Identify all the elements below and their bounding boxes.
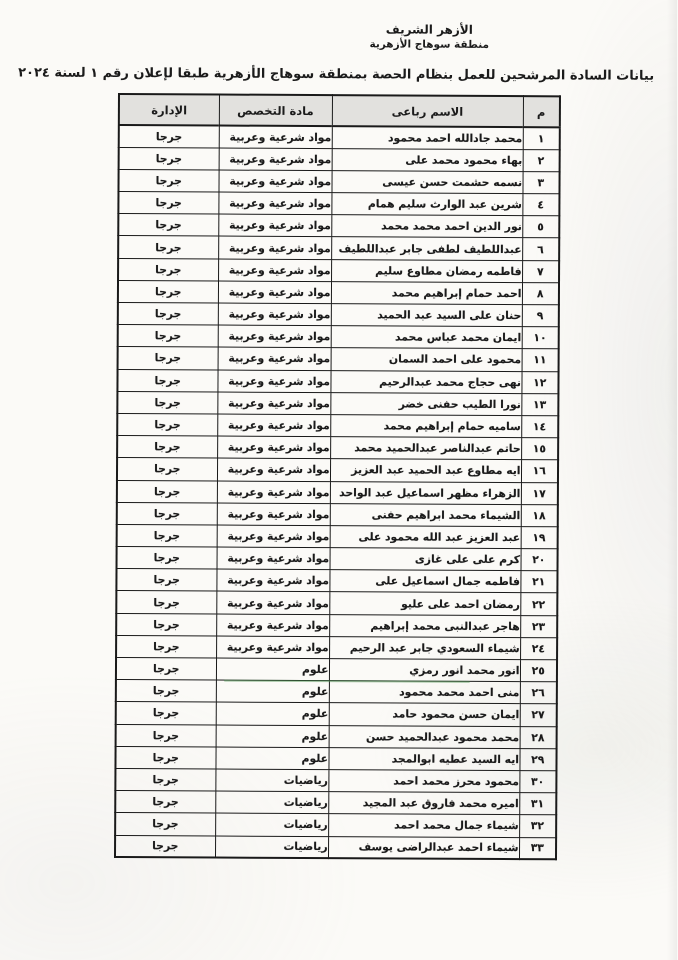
cell-administration: جرجا (119, 258, 219, 281)
cell-candidate-name: محمود محرز محمد احمد (329, 770, 520, 793)
document-title: بيانات السادة المرشحين للعمل بنظام الحصة بمنطقة سوهاج الأزهرية طبقا لإعلان رقم ١ لسنة ٢٠٢٤ (19, 65, 656, 84)
cell-row-number: ٢٩ (520, 748, 557, 770)
table-row (118, 369, 559, 393)
cell-row-number: ١٨ (522, 504, 559, 526)
cell-row-number: ١١ (523, 349, 560, 371)
cell-candidate-name: اميره محمد فاروق عبد المجيد (329, 792, 520, 815)
cell-row-number: ٢٤ (521, 637, 558, 659)
cell-candidate-name: ايمان محمد عباس محمد (332, 326, 523, 349)
cell-specialization: مواد شرعية وعربية (219, 347, 332, 370)
cell-row-number: ٢٦ (521, 682, 558, 704)
cell-specialization: علوم (217, 658, 330, 681)
table-row (119, 303, 560, 327)
table-row (116, 791, 557, 815)
cell-candidate-name: ايه السيد عطيه ابوالمجد (329, 747, 520, 770)
cell-candidate-name: الشيماء محمد ابراهيم حفنى (331, 503, 522, 526)
cell-specialization: مواد شرعية وعربية (218, 503, 331, 526)
cell-candidate-name: شيماء احمد عبدالراضى يوسف (329, 836, 520, 859)
cell-row-number: ٣٠ (520, 771, 557, 793)
cell-candidate-name: نورا الطيب حفنى خضر (331, 392, 522, 415)
cell-candidate-name: بهاء محمود محمد على (333, 148, 524, 171)
cell-row-number: ٥ (523, 216, 560, 238)
cell-row-number: ١٢ (522, 371, 559, 393)
cell-candidate-name: انور محمد انور رمزي (330, 659, 521, 682)
cell-candidate-name: عبد العزيز عبد الله محمود على (331, 525, 522, 548)
table-header-row (120, 94, 561, 127)
table-row (119, 169, 560, 193)
cell-row-number: ١٦ (522, 460, 559, 482)
cell-administration: جرجا (116, 813, 216, 836)
cell-specialization: مواد شرعية وعربية (218, 370, 331, 393)
cell-specialization: مواد شرعية وعربية (220, 148, 333, 171)
table-row (120, 147, 561, 171)
cell-row-number: ٧ (523, 260, 560, 282)
cell-administration: جرجا (117, 591, 217, 614)
cell-candidate-name: حاتم عبدالناصر عبدالحميد محمد (331, 437, 522, 460)
cell-row-number: ٦ (523, 238, 560, 260)
cell-candidate-name: شيماء السعودي جابر عبد الرحيم (330, 636, 521, 659)
cell-candidate-name: منى احمد محمد محمود (330, 681, 521, 704)
cell-row-number: ٢٣ (521, 615, 558, 637)
cell-administration: جرجا (117, 724, 217, 747)
table-row (119, 214, 560, 238)
header-admin: الإدارة (120, 94, 220, 126)
cell-row-number: ٨ (523, 282, 560, 304)
cell-administration: جرجا (118, 369, 218, 392)
cell-specialization: رياضيات (216, 769, 329, 792)
cell-candidate-name: محمود على احمد السمان (332, 348, 523, 371)
table-row (118, 436, 559, 460)
cell-administration: جرجا (117, 635, 217, 658)
table-row (118, 547, 559, 571)
table-row (117, 657, 558, 681)
cell-row-number: ٢١ (521, 571, 558, 593)
cell-administration: جرجا (119, 236, 219, 259)
cell-row-number: ٣٣ (520, 837, 557, 859)
cell-administration: جرجا (120, 125, 220, 148)
header-number: م (524, 96, 561, 127)
table-row (117, 702, 558, 726)
cell-candidate-name: نسمه حشمت حسن عيسى (332, 170, 523, 193)
cell-candidate-name: فاطمه رمضان مطاوع سليم (332, 259, 523, 282)
cell-specialization: مواد شرعية وعربية (220, 126, 333, 149)
table-row (116, 813, 557, 837)
cell-specialization: رياضيات (216, 836, 329, 859)
cell-candidate-name: حنان على السيد عبد الحميد (332, 304, 523, 327)
table-row (117, 591, 558, 615)
cell-administration: جرجا (117, 613, 217, 636)
table-row (117, 569, 558, 593)
table-row (116, 835, 557, 859)
cell-specialization: مواد شرعية وعربية (219, 259, 332, 282)
cell-administration: جرجا (120, 147, 220, 170)
cell-administration: جرجا (116, 768, 216, 791)
table-row (118, 524, 559, 548)
cell-row-number: ٩ (523, 305, 560, 327)
cell-administration: جرجا (117, 680, 217, 703)
cell-row-number: ٢٨ (521, 726, 558, 748)
cell-specialization: مواد شرعية وعربية (217, 636, 330, 659)
cell-specialization: رياضيات (216, 791, 329, 814)
cell-row-number: ١٩ (522, 526, 559, 548)
cell-specialization: مواد شرعية وعربية (218, 547, 331, 570)
header-name: الاسم رباعى (333, 95, 524, 127)
table-row (119, 192, 560, 216)
table-row (119, 325, 560, 349)
cell-administration: جرجا (117, 569, 217, 592)
cell-specialization: مواد شرعية وعربية (217, 569, 330, 592)
cell-row-number: ١٠ (523, 327, 560, 349)
table-row (119, 280, 560, 304)
cell-row-number: ٣١ (520, 793, 557, 815)
cell-row-number: ١٣ (522, 393, 559, 415)
cell-candidate-name: محمد محمود عبدالحميد حسن (330, 725, 521, 748)
cell-administration: جرجا (118, 391, 218, 414)
cell-candidate-name: رمضان احمد على عليو (330, 592, 521, 615)
cell-candidate-name: عبداللطيف لطفى جابر عبداللطيف (332, 237, 523, 260)
cell-administration: جرجا (118, 502, 218, 525)
cell-row-number: ٣ (523, 171, 560, 193)
cell-row-number: ٢٧ (521, 704, 558, 726)
cell-row-number: ٢٢ (521, 593, 558, 615)
cell-candidate-name: محمد جادالله احمد محمود (333, 126, 524, 149)
cell-administration: جرجا (119, 192, 219, 215)
cell-administration: جرجا (118, 458, 218, 481)
cell-candidate-name: ايمان حسن محمود حامد (330, 703, 521, 726)
cell-specialization: مواد شرعية وعربية (218, 525, 331, 548)
cell-specialization: مواد شرعية وعربية (218, 481, 331, 504)
cell-administration: جرجا (118, 524, 218, 547)
cell-row-number: ٢٠ (522, 549, 559, 571)
cell-candidate-name: هاجر عبدالنبى محمد إبراهيم (330, 614, 521, 637)
candidates-table (115, 93, 562, 860)
cell-candidate-name: شرين عبد الوارث سليم همام (332, 193, 523, 216)
cell-administration: جرجا (116, 746, 216, 769)
cell-specialization: علوم (217, 702, 330, 725)
cell-administration: جرجا (119, 169, 219, 192)
cell-specialization: مواد شرعية وعربية (217, 614, 330, 637)
cell-specialization: مواد شرعية وعربية (219, 214, 332, 237)
cell-specialization: مواد شرعية وعربية (219, 192, 332, 215)
cell-specialization: علوم (217, 725, 330, 748)
cell-candidate-name: شيماء جمال محمد احمد (329, 814, 520, 837)
cell-specialization: مواد شرعية وعربية (219, 236, 332, 259)
cell-specialization: مواد شرعية وعربية (218, 436, 331, 459)
cell-row-number: ١٧ (522, 482, 559, 504)
scan-edge-shadow (668, 0, 678, 960)
cell-candidate-name: نهى حجاج محمد عبدالرحيم (331, 370, 522, 393)
table-row (119, 236, 560, 260)
table-row (117, 613, 558, 637)
table-row (120, 125, 561, 149)
table-row (117, 680, 558, 704)
table-row (118, 502, 559, 526)
cell-specialization: علوم (217, 680, 330, 703)
cell-specialization: علوم (216, 747, 329, 770)
cell-candidate-name: احمد حمام إبراهيم محمد (332, 281, 523, 304)
cell-candidate-name: ساميه حمام إبراهيم محمد (331, 415, 522, 438)
cell-administration: جرجا (119, 214, 219, 237)
cell-specialization: مواد شرعية وعربية (219, 170, 332, 193)
cell-administration: جرجا (118, 547, 218, 570)
table-row (118, 480, 559, 504)
cell-administration: جرجا (118, 413, 218, 436)
cell-specialization: مواد شرعية وعربية (219, 303, 332, 326)
cell-specialization: مواد شرعية وعربية (218, 414, 331, 437)
cell-candidate-name: الزهراء مظهر اسماعيل عبد الواحد (331, 481, 522, 504)
cell-row-number: ١٤ (522, 416, 559, 438)
cell-row-number: ٢ (524, 149, 561, 171)
table-row (116, 746, 557, 770)
org-name: الأزهر الشريف (386, 22, 474, 37)
cell-administration: جرجا (119, 347, 219, 370)
cell-specialization: مواد شرعية وعربية (218, 392, 331, 415)
cell-administration: جرجا (116, 791, 216, 814)
table-row (118, 391, 559, 415)
cell-row-number: ٢٥ (521, 660, 558, 682)
table-row (117, 724, 558, 748)
cell-row-number: ٣٢ (520, 815, 557, 837)
cell-administration: جرجا (117, 657, 217, 680)
cell-specialization: مواد شرعية وعربية (217, 591, 330, 614)
cell-candidate-name: ايه مطاوع عبد الحميد عبد العزيز (331, 459, 522, 482)
cell-administration: جرجا (118, 480, 218, 503)
cell-specialization: مواد شرعية وعربية (219, 281, 332, 304)
cell-specialization: رياضيات (216, 813, 329, 836)
cell-row-number: ١ (524, 127, 561, 149)
cell-row-number: ١٥ (522, 438, 559, 460)
table-row (117, 635, 558, 659)
cell-candidate-name: كرم على على غازى (331, 548, 522, 571)
cell-administration: جرجا (119, 280, 219, 303)
cell-specialization: مواد شرعية وعربية (219, 325, 332, 348)
cell-candidate-name: نور الدين احمد محمد محمد (332, 215, 523, 238)
cell-administration: جرجا (119, 303, 219, 326)
cell-administration: جرجا (118, 436, 218, 459)
cell-administration: جرجا (117, 702, 217, 725)
cell-candidate-name: فاطمه جمال اسماعيل على (330, 570, 521, 593)
table-row (118, 413, 559, 437)
org-header (330, 21, 530, 53)
table-row (116, 768, 557, 792)
region-name: منطقة سوهاج الأزهرية (370, 38, 491, 51)
cell-administration: جرجا (119, 325, 219, 348)
cell-row-number: ٤ (523, 194, 560, 216)
table-row (119, 258, 560, 282)
table-row (118, 458, 559, 482)
cell-specialization: مواد شرعية وعربية (218, 458, 331, 481)
cell-administration: جرجا (116, 835, 216, 858)
header-subject: مادة التخصص (220, 95, 333, 127)
table-row (119, 347, 560, 371)
table-body (116, 125, 561, 859)
